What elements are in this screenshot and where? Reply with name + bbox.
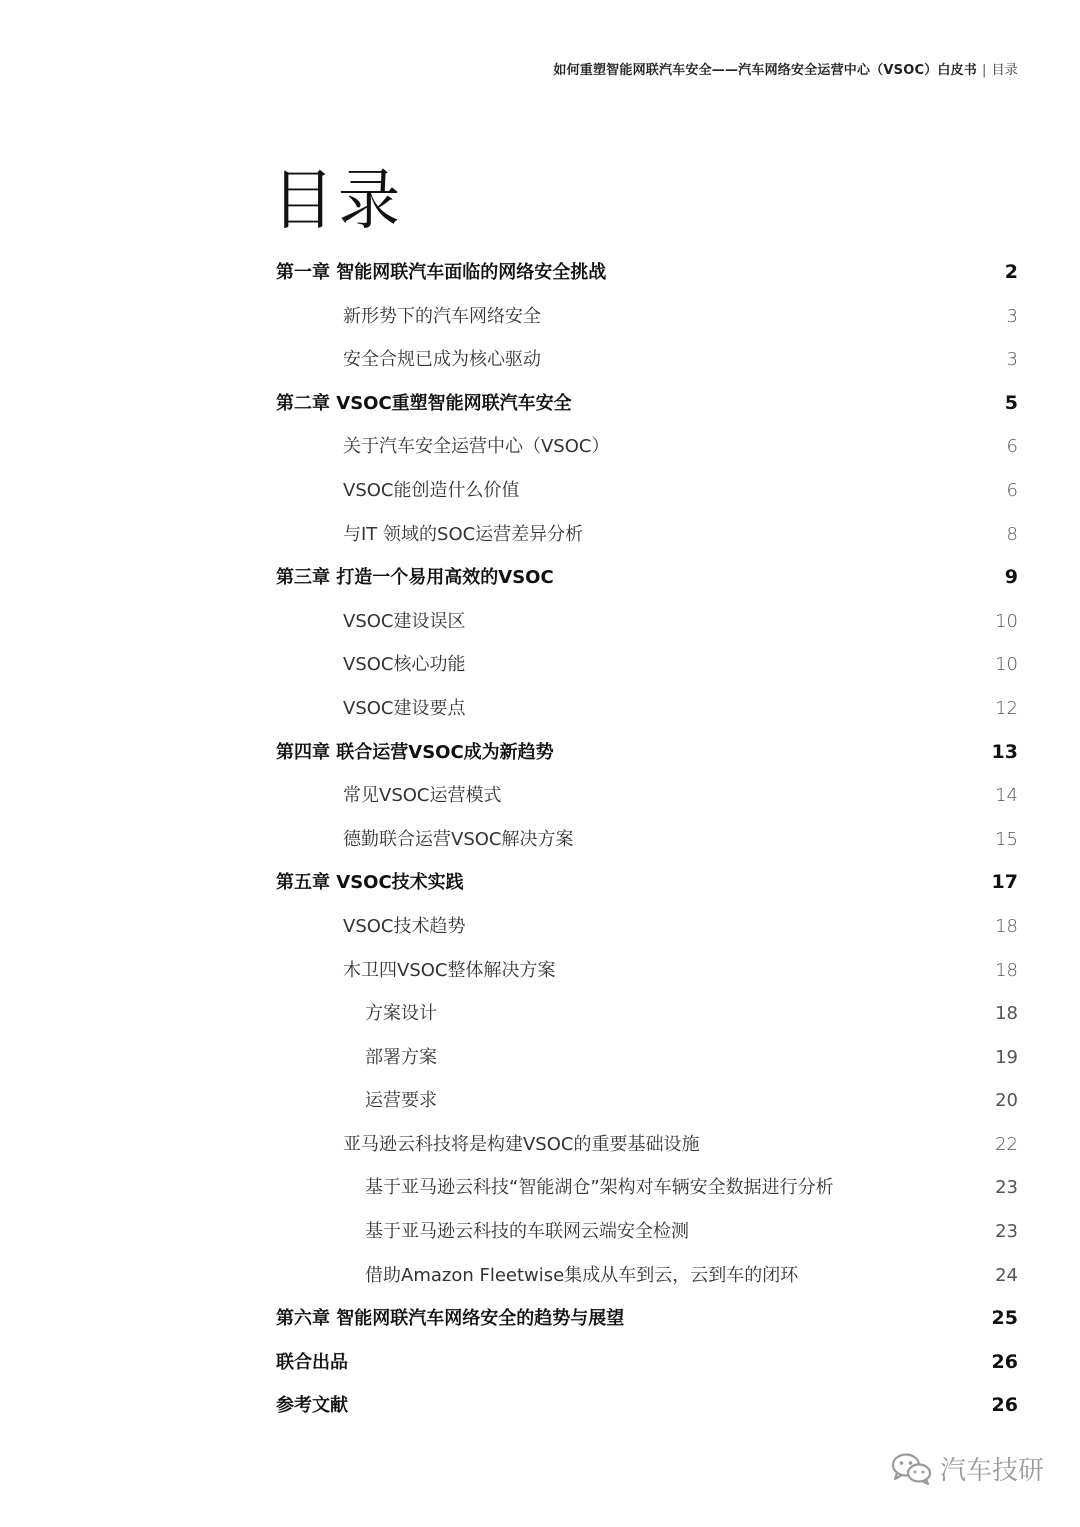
toc-entry-page-number: 15 (995, 828, 1018, 850)
toc-entry-page-number: 22 (995, 1133, 1018, 1155)
toc-entry-page-number: 6 (1006, 479, 1018, 501)
toc-entry-label: 木卫四VSOC整体解决方案 (343, 959, 556, 981)
toc-section-entry[interactable] (276, 949, 1018, 993)
toc-section-entry[interactable] (276, 687, 1018, 731)
toc-chapter-entry[interactable] (276, 1384, 1018, 1428)
toc-entry-label: 常见VSOC运营模式 (343, 785, 502, 807)
toc-entry-page-number: 20 (995, 1090, 1018, 1112)
toc-entry-label: VSOC建设要点 (343, 697, 466, 719)
toc-subsection-entry[interactable] (276, 1254, 1018, 1298)
toc-entry-page-number: 18 (995, 1003, 1018, 1025)
toc-subsection-entry[interactable] (276, 992, 1018, 1036)
toc-chapter-entry[interactable] (276, 1341, 1018, 1385)
toc-entry-label: 第六章 智能网联汽车网络安全的趋势与展望 (276, 1308, 625, 1330)
toc-section-entry[interactable] (276, 469, 1018, 513)
toc-entry-page-number: 2 (1004, 261, 1018, 283)
toc-entry-page-number: 3 (1006, 305, 1018, 327)
toc-entry-label: 联合出品 (276, 1351, 348, 1373)
toc-entry-label: VSOC建设误区 (343, 610, 466, 632)
toc-chapter-entry[interactable] (276, 382, 1018, 426)
toc-entry-label: 借助Amazon Fleetwise集成从车到云，云到车的闭环 (365, 1264, 799, 1286)
table-of-contents (276, 251, 1018, 1428)
toc-entry-page-number: 6 (1006, 436, 1018, 458)
toc-entry-label: 运营要求 (365, 1090, 437, 1112)
toc-entry-label: 第五章 VSOC技术实践 (276, 872, 464, 894)
toc-chapter-entry[interactable] (276, 251, 1018, 295)
toc-subsection-entry[interactable] (276, 1166, 1018, 1210)
toc-entry-page-number: 26 (991, 1350, 1018, 1373)
toc-entry-label: 与IT 领域的SOC运营差异分析 (343, 523, 584, 545)
toc-entry-label: 亚马逊云科技将是构建VSOC的重要基础设施 (343, 1133, 700, 1155)
toc-section-entry[interactable] (276, 513, 1018, 557)
watermark (890, 1450, 1044, 1487)
toc-entry-label: 第三章 打造一个易用高效的VSOC (276, 567, 554, 589)
toc-entry-label: 第四章 联合运营VSOC成为新趋势 (276, 741, 554, 763)
toc-entry-page-number: 26 (991, 1394, 1018, 1417)
toc-section-entry[interactable] (276, 338, 1018, 382)
toc-section-entry[interactable] (276, 643, 1018, 687)
watermark-text: 汽车技研 (939, 1456, 1044, 1486)
toc-section-entry[interactable] (276, 600, 1018, 644)
toc-entry-label: VSOC能创造什么价值 (343, 479, 520, 501)
toc-entry-label: VSOC技术趋势 (343, 915, 466, 937)
toc-entry-label: 第二章 VSOC重塑智能网联汽车安全 (276, 392, 572, 414)
toc-chapter-entry[interactable] (276, 731, 1018, 775)
toc-entry-label: 安全合规已成为核心驱动 (343, 349, 541, 371)
toc-section-entry[interactable] (276, 1123, 1018, 1167)
toc-subsection-entry[interactable] (276, 1210, 1018, 1254)
toc-entry-label: 基于亚马逊云科技“智能湖仓”架构对车辆安全数据进行分析 (365, 1177, 834, 1199)
header-separator: | (982, 63, 987, 78)
toc-entry-page-number: 8 (1006, 523, 1018, 545)
toc-entry-page-number: 10 (995, 654, 1018, 676)
toc-entry-page-number: 12 (995, 697, 1018, 719)
toc-subsection-entry[interactable] (276, 1079, 1018, 1123)
toc-entry-page-number: 25 (991, 1307, 1018, 1330)
toc-section-entry[interactable] (276, 905, 1018, 949)
toc-entry-label: 第一章 智能网联汽车面临的网络安全挑战 (276, 262, 607, 283)
toc-entry-label: 部署方案 (365, 1046, 437, 1068)
toc-section-entry[interactable] (276, 295, 1018, 339)
wechat-icon (890, 1451, 934, 1487)
toc-entry-page-number: 24 (995, 1264, 1018, 1286)
toc-section-entry[interactable] (276, 774, 1018, 818)
toc-section-entry[interactable] (276, 818, 1018, 862)
toc-entry-label: 基于亚马逊云科技的车联网云端安全检测 (365, 1221, 689, 1243)
toc-chapter-entry[interactable] (276, 861, 1018, 905)
toc-entry-label: 德勤联合运营VSOC解决方案 (343, 828, 574, 850)
toc-entry-page-number: 10 (995, 610, 1018, 632)
toc-section-entry[interactable] (276, 425, 1018, 469)
header-doc-title: 如何重塑智能网联汽车安全——汽车网络安全运营中心（VSOC）白皮书 (553, 63, 977, 78)
toc-entry-page-number: 23 (995, 1177, 1018, 1199)
toc-chapter-entry[interactable] (276, 1297, 1018, 1341)
toc-entry-label: VSOC核心功能 (343, 654, 466, 676)
toc-entry-page-number: 19 (995, 1046, 1018, 1068)
toc-entry-page-number: 23 (995, 1221, 1018, 1243)
toc-entry-label: 关于汽车安全运营中心（VSOC） (343, 436, 610, 458)
toc-entry-page-number: 18 (995, 915, 1018, 937)
toc-entry-page-number: 14 (995, 785, 1018, 807)
toc-entry-page-number: 5 (1004, 391, 1018, 414)
toc-entry-page-number: 9 (1004, 566, 1018, 589)
page-title: 目录 (272, 161, 405, 239)
toc-subsection-entry[interactable] (276, 1036, 1018, 1080)
header-section: 目录 (991, 63, 1018, 78)
toc-entry-label: 参考文献 (276, 1395, 348, 1417)
toc-entry-page-number: 13 (991, 740, 1018, 763)
running-header (553, 59, 1018, 78)
toc-entry-page-number: 17 (991, 871, 1018, 894)
toc-entry-label: 新形势下的汽车网络安全 (343, 305, 541, 327)
toc-entry-label: 方案设计 (365, 1003, 437, 1025)
toc-entry-page-number: 18 (995, 959, 1018, 981)
toc-chapter-entry[interactable] (276, 556, 1018, 600)
toc-entry-page-number: 3 (1006, 349, 1018, 371)
